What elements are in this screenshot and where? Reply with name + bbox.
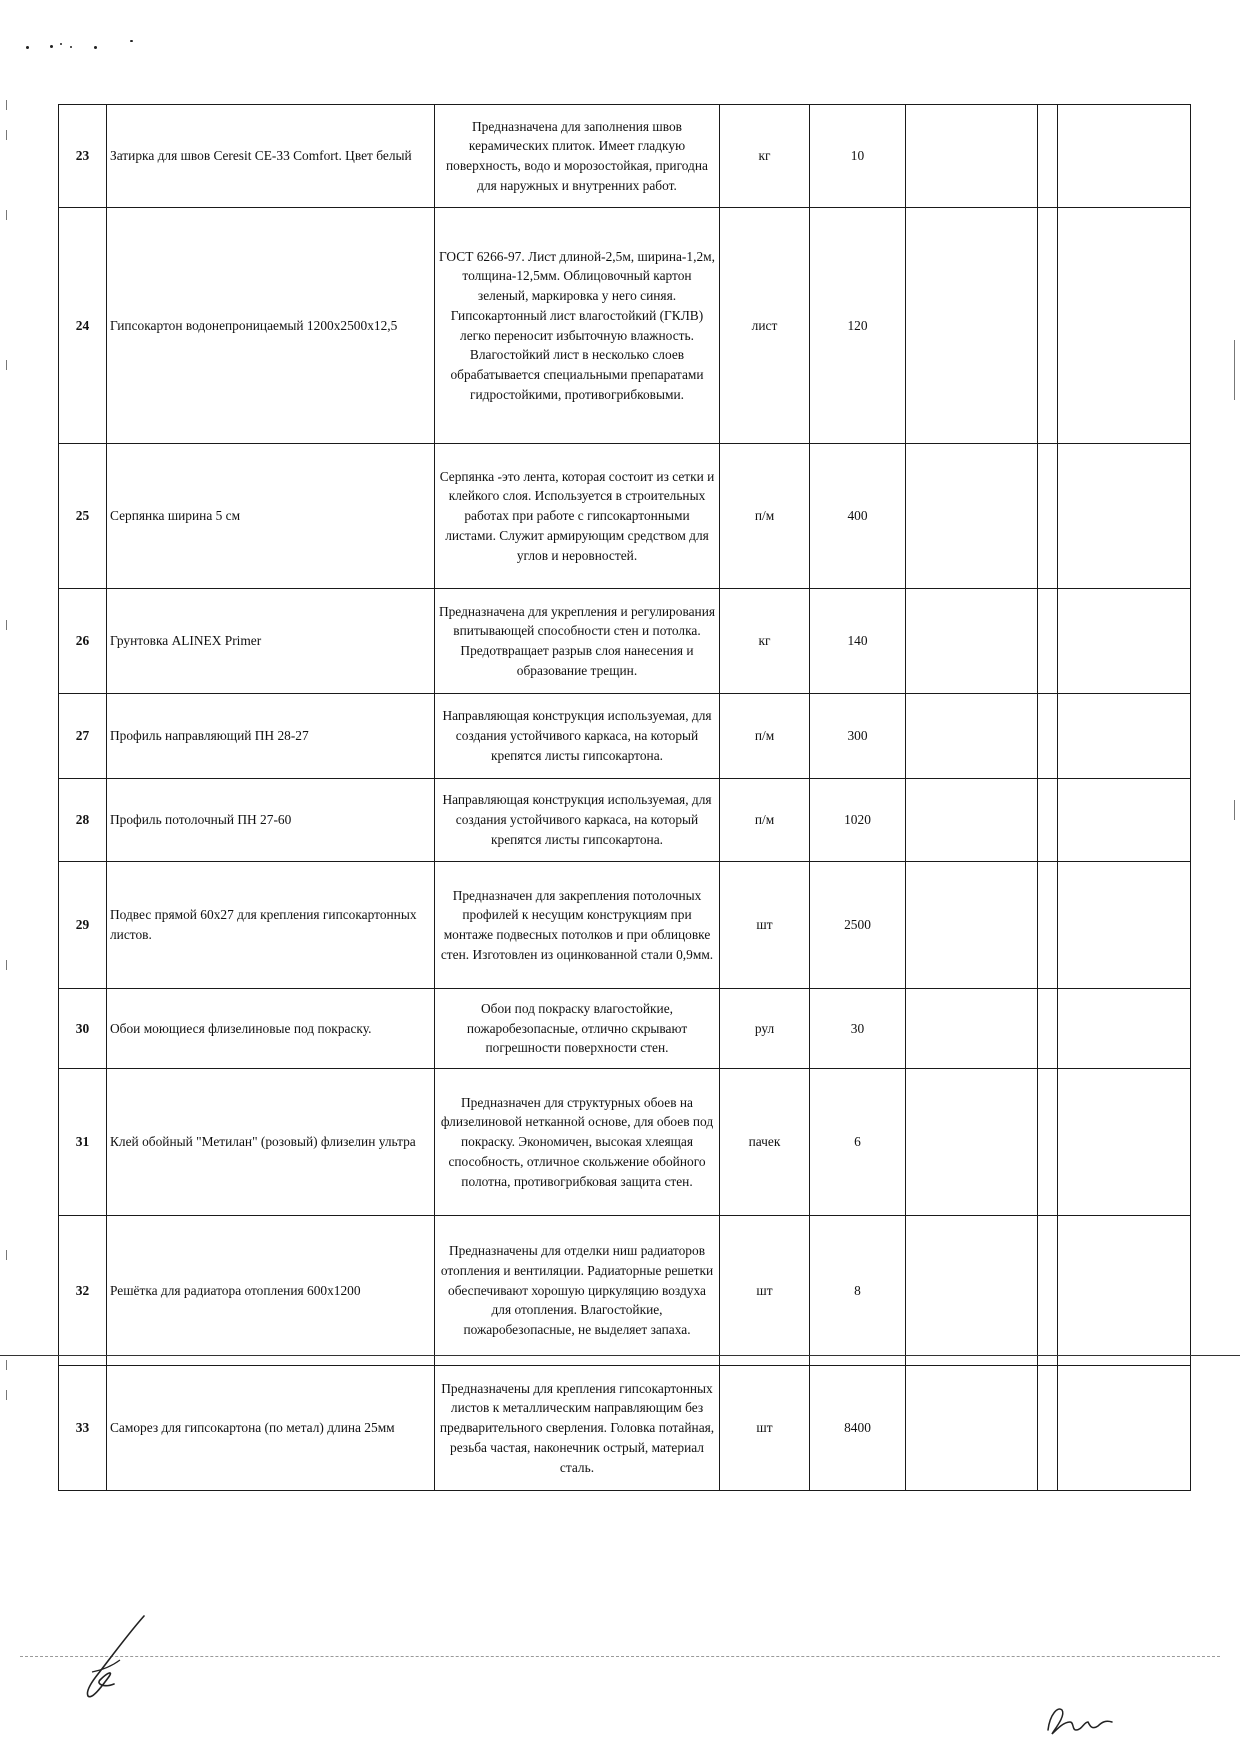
item-unit: п/м: [720, 779, 810, 862]
item-unit: лист: [720, 208, 810, 444]
item-quantity: 1020: [810, 779, 906, 862]
item-description: Предназначена для укрепления и регулирования впитывающей способности стен и потолка. Предотвращает разрыв слоя нанесения и образование трещин.: [435, 589, 720, 694]
left-margin-scan-marks: [6, 60, 10, 1560]
item-unit: шт: [720, 1366, 810, 1491]
item-description: Предназначен для структурных обоев на флизелиновой нетканной основе, для обоев под покраску. Экономичен, высокая хлеящая способность, отличное скольжение обойного полотна, противогрибковая защита стен.: [435, 1069, 720, 1216]
signature-right: [1040, 1700, 1120, 1740]
item-name: Решётка для радиатора отопления 600х1200: [107, 1216, 435, 1366]
empty-cell: [1058, 779, 1191, 862]
empty-cell: [1058, 1069, 1191, 1216]
item-description: Предназначены для крепления гипсокартонных листов к металлическим направляющим без предварительного сверления. Головка потайная, резьба частая, наконечник острый, материал сталь.: [435, 1366, 720, 1491]
empty-cell: [906, 444, 1038, 589]
item-name: Профиль потолочный ПН 27-60: [107, 779, 435, 862]
item-number: 30: [59, 989, 107, 1069]
item-quantity: 8400: [810, 1366, 906, 1491]
table-row: [59, 694, 1191, 779]
table-row: [59, 989, 1191, 1069]
item-unit: шт: [720, 862, 810, 989]
item-description: Предназначены для отделки ниш радиаторов отопления и вентиляции. Радиаторные решетки обеспечивают хорошую циркуляцию воздуха для отопления. Влагостойкие, пожаробезопасные, не выделяет запаха.: [435, 1216, 720, 1366]
materials-table: [58, 104, 1191, 1491]
item-unit: п/м: [720, 694, 810, 779]
scan-specks: [20, 36, 160, 56]
empty-cell: [906, 589, 1038, 694]
item-name: Затирка для швов Ceresit CE-33 Comfort. Цвет белый: [107, 105, 435, 208]
item-unit: шт: [720, 1216, 810, 1366]
footer-dotted-line: [20, 1656, 1220, 1657]
item-number: 23: [59, 105, 107, 208]
item-name: Профиль направляющий ПН 28-27: [107, 694, 435, 779]
empty-cell: [1058, 444, 1191, 589]
item-description: Серпянка -это лента, которая состоит из сетки и клейкого слоя. Используется в строительных работах при работе с гипсокартонными листами. Служит армирующим средством для углов и неровностей.: [435, 444, 720, 589]
item-number: 24: [59, 208, 107, 444]
item-quantity: 30: [810, 989, 906, 1069]
empty-cell: [1038, 589, 1058, 694]
table-body: [59, 105, 1191, 1491]
empty-cell: [1058, 694, 1191, 779]
item-number: 28: [59, 779, 107, 862]
item-quantity: 6: [810, 1069, 906, 1216]
item-quantity: 120: [810, 208, 906, 444]
table-row: [59, 1366, 1191, 1491]
item-quantity: 400: [810, 444, 906, 589]
item-quantity: 10: [810, 105, 906, 208]
item-number: 26: [59, 589, 107, 694]
item-description: Обои под покраску влагостойкие, пожаробезопасные, отлично скрывают погрешности поверхности стен.: [435, 989, 720, 1069]
table-row: [59, 779, 1191, 862]
item-description: Предназначена для заполнения швов керамических плиток. Имеет гладкую поверхность, водо и морозостойкая, пригодна для наружных и внутренних работ.: [435, 105, 720, 208]
empty-cell: [1038, 862, 1058, 989]
item-name: Серпянка ширина 5 см: [107, 444, 435, 589]
empty-cell: [906, 1366, 1038, 1491]
empty-cell: [906, 1069, 1038, 1216]
item-name: Клей обойный "Метилан" (розовый) флизелин ультра: [107, 1069, 435, 1216]
item-name: Грунтовка ALINEX Primer: [107, 589, 435, 694]
item-quantity: 140: [810, 589, 906, 694]
empty-cell: [1038, 989, 1058, 1069]
scan-line: [0, 1355, 1240, 1356]
empty-cell: [1038, 779, 1058, 862]
item-number: 27: [59, 694, 107, 779]
empty-cell: [1058, 589, 1191, 694]
empty-cell: [1038, 444, 1058, 589]
item-description: Предназначен для закрепления потолочных профилей к несущим конструкциям при монтаже подвесных потолков и при облицовке стен. Изготовлен из оцинкованной стали 0,9мм.: [435, 862, 720, 989]
table-row: [59, 208, 1191, 444]
item-number: 25: [59, 444, 107, 589]
item-unit: рул: [720, 989, 810, 1069]
empty-cell: [1058, 1366, 1191, 1491]
table-row: [59, 1069, 1191, 1216]
empty-cell: [906, 989, 1038, 1069]
empty-cell: [906, 779, 1038, 862]
empty-cell: [1038, 1216, 1058, 1366]
table-row: [59, 1216, 1191, 1366]
empty-cell: [906, 105, 1038, 208]
item-name: Обои моющиеся флизелиновые под покраску.: [107, 989, 435, 1069]
table-row: [59, 105, 1191, 208]
empty-cell: [1038, 1366, 1058, 1491]
empty-cell: [1038, 694, 1058, 779]
empty-cell: [906, 694, 1038, 779]
item-description: Направляющая конструкция используемая, для создания устойчивого каркаса, на который крепятся листы гипсокартона.: [435, 779, 720, 862]
empty-cell: [906, 1216, 1038, 1366]
item-quantity: 2500: [810, 862, 906, 989]
item-name: Гипсокартон водонепроницаемый 1200х2500х12,5: [107, 208, 435, 444]
empty-cell: [1058, 208, 1191, 444]
table-row: [59, 862, 1191, 989]
empty-cell: [1058, 1216, 1191, 1366]
item-unit: п/м: [720, 444, 810, 589]
item-name: Саморез для гипсокартона (по метал) длина 25мм: [107, 1366, 435, 1491]
item-number: 29: [59, 862, 107, 989]
empty-cell: [906, 208, 1038, 444]
table-row: [59, 444, 1191, 589]
item-number: 33: [59, 1366, 107, 1491]
empty-cell: [1058, 862, 1191, 989]
item-quantity: 8: [810, 1216, 906, 1366]
item-quantity: 300: [810, 694, 906, 779]
item-unit: пачек: [720, 1069, 810, 1216]
empty-cell: [1038, 105, 1058, 208]
item-description: ГОСТ 6266-97. Лист длиной-2,5м, ширина-1,2м, толщина-12,5мм. Облицовочный картон зеленый, маркировка у него синяя. Гипсокартонный лист влагостойкий (ГКЛВ) легко переносит избыточную влажность. Влагостойкий лист в несколько слоев обрабатывается специальными препаратами гидростойкими, противогрибковыми.: [435, 208, 720, 444]
signature-left: [78, 1612, 158, 1702]
item-description: Направляющая конструкция используемая, для создания устойчивого каркаса, на который крепятся листы гипсокартона.: [435, 694, 720, 779]
empty-cell: [1038, 1069, 1058, 1216]
item-name: Подвес прямой 60х27 для крепления гипсокартонных листов.: [107, 862, 435, 989]
item-unit: кг: [720, 589, 810, 694]
empty-cell: [1058, 989, 1191, 1069]
empty-cell: [1058, 105, 1191, 208]
empty-cell: [1038, 208, 1058, 444]
table-row: [59, 589, 1191, 694]
item-unit: кг: [720, 105, 810, 208]
item-number: 32: [59, 1216, 107, 1366]
empty-cell: [906, 862, 1038, 989]
item-number: 31: [59, 1069, 107, 1216]
right-margin-scan-marks: [1234, 300, 1238, 1100]
